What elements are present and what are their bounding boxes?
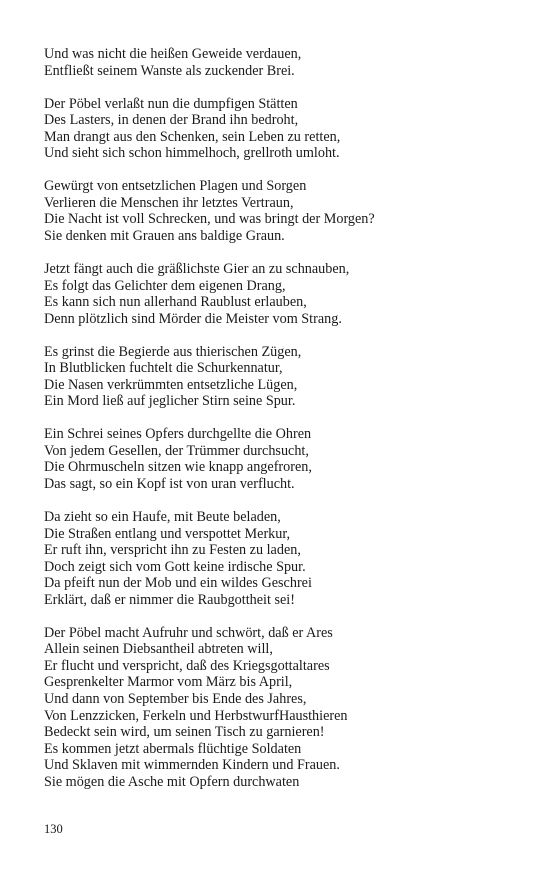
verse-line: Und sieht sich schon himmelhoch, grellroth umloht. [44, 145, 340, 162]
verse-line: Doch zeigt sich vom Gott keine irdische Spur. [44, 558, 306, 575]
stanza [44, 625, 524, 790]
verse-line: Es folgt das Gelichter dem eigenen Drang, [44, 277, 286, 294]
verse-line: Er flucht und verspricht, daß des Kriegsgottaltares [44, 657, 330, 674]
verse-line: Da zieht so ein Haufe, mit Beute beladen, [44, 509, 281, 526]
verse-line: Jetzt fängt auch die gräßlichste Gier an zu schnauben, [44, 260, 350, 277]
verse-line: Es kommen jetzt abermals flüchtige Soldaten [44, 740, 302, 757]
verse-line: Denn plötzlich sind Mörder die Meister vom Strang. [44, 310, 342, 327]
verse-line: Und Sklaven mit wimmernden Kindern und Frauen. [44, 757, 340, 774]
stanza [44, 178, 524, 244]
stanza [44, 96, 524, 162]
stanza [44, 344, 524, 410]
stanza [44, 261, 524, 327]
verse-line: Gesprenkelter Marmor vom März bis April, [44, 674, 293, 691]
verse-line: Bedeckt sein wird, um seinen Tisch zu garnieren! [44, 724, 325, 741]
verse-line: Und was nicht die heißen Geweide verdauen, [44, 46, 302, 62]
verse-line: Die Straßen entlang und verspottet Merkur, [44, 525, 291, 542]
stanza [44, 509, 524, 608]
verse-line: Man drangt aus den Schenken, sein Leben zu retten, [44, 128, 341, 145]
verse-line: Es kann sich nun allerhand Raublust erlauben, [44, 294, 307, 311]
stanza [44, 426, 524, 492]
verse-line: Erklärt, daß er nimmer die Raubgottheit sei! [44, 591, 295, 608]
verse-line: Allein seinen Diebsantheil abtreten will, [44, 641, 273, 658]
verse-line: Er ruft ihn, verspricht ihn zu Festen zu laden, [44, 542, 301, 559]
verse-line: Ein Mord ließ auf jeglicher Stirn seine Spur. [44, 393, 296, 410]
verse-line: Und dann von September bis Ende des Jahres, [44, 691, 307, 707]
verse-line: Verlieren die Menschen ihr letztes Vertraun, [44, 194, 294, 211]
verse-line: Der Pöbel macht Aufruhr und schwört, daß er Ares [44, 624, 333, 641]
verse-line: Da pfeift nun der Mob und ein wildes Geschrei [44, 575, 312, 592]
verse-line: Die Nasen verkrümmten entsetzliche Lügen, [44, 376, 298, 393]
verse-line: Das sagt, so ein Kopf ist von uran verflucht. [44, 475, 295, 492]
verse-line: Gewürgt von entsetzlichen Plagen und Sorgen [44, 178, 307, 195]
verse-line: Die Ohrmuscheln sitzen wie knapp angefroren, [44, 459, 312, 476]
verse-line: In Blutblicken fuchtelt die Schurkennatur, [44, 360, 283, 377]
verse-line: Von Lenzzicken, Ferkeln und HerbstwurfHausthieren [44, 707, 348, 724]
page-number: 130 [44, 822, 63, 836]
verse-line: Sie mögen die Asche mit Opfern durchwaten [44, 773, 300, 790]
verse-line: Ein Schrei seines Opfers durchgellte die Ohren [44, 426, 312, 443]
verse-line: Sie denken mit Grauen ans baldige Graun. [44, 227, 285, 244]
verse-line: Von jedem Gesellen, der Trümmer durchsucht, [44, 442, 309, 459]
verse-line: Der Pöbel verlaßt nun die dumpfigen Stätten [44, 95, 298, 112]
verse-line: Des Lasters, in denen der Brand ihn bedroht, [44, 112, 299, 129]
verse-line: Es grinst die Begierde aus thierischen Zügen, [44, 343, 302, 360]
stanza [44, 46, 524, 79]
verse-line: Die Nacht ist voll Schrecken, und was bringt der Morgen? [44, 211, 375, 228]
verse-line: Entfließt seinem Wanste als zuckender Brei. [44, 62, 295, 79]
poem-body [44, 46, 524, 807]
